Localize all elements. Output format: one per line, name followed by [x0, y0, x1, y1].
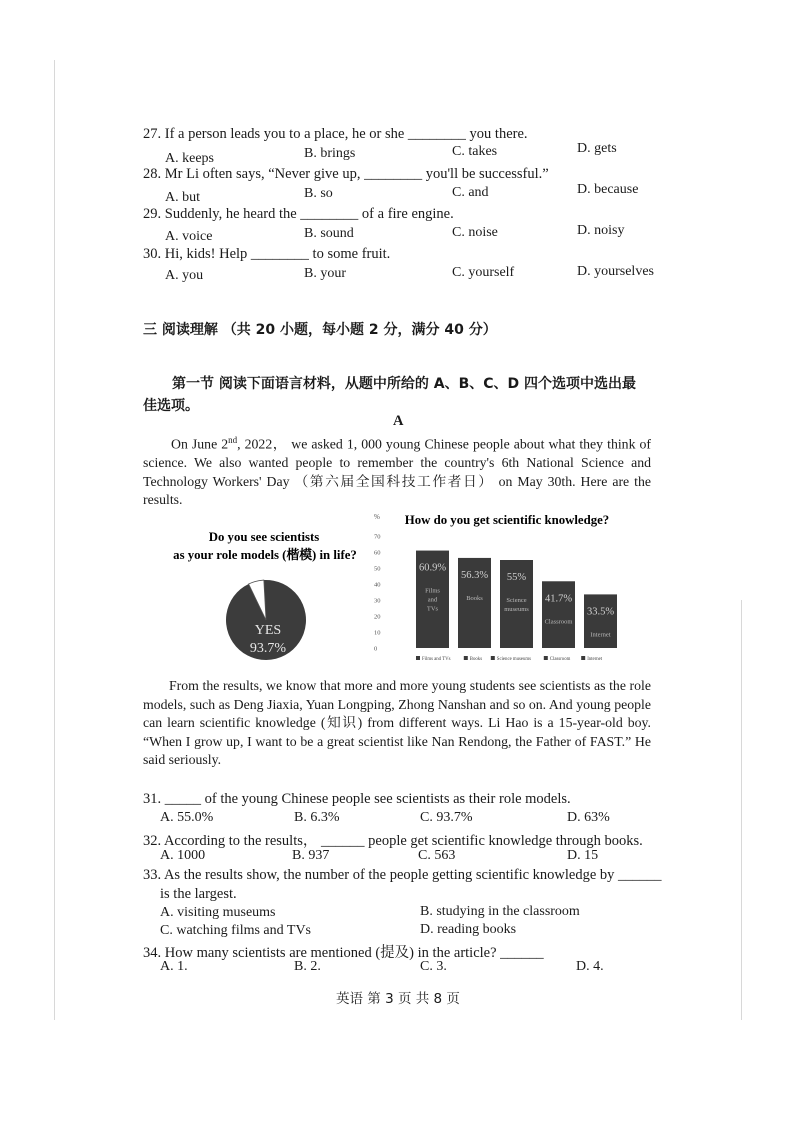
option-a: A. visiting museums [160, 905, 276, 920]
option-b: B. your [304, 266, 346, 281]
pie-chart [160, 522, 370, 672]
question-27 [143, 126, 528, 143]
legend-swatch [491, 656, 495, 660]
question-stem: Mr Li often says, “Never give up, ________ you'll be successful.” [164, 166, 549, 182]
question-28 [143, 166, 549, 183]
option-b: B. 937 [292, 848, 330, 863]
subsection-instruction-cont: 佳选项。 [143, 398, 199, 414]
y-axis-ticks [374, 534, 381, 653]
bar-chart [360, 508, 640, 668]
option-d: D. 4. [576, 959, 604, 974]
y-tick-label: 20 [374, 613, 381, 621]
question-number: 30. [143, 246, 162, 262]
pie-chart-title-line1: Do you see scientists [208, 530, 320, 544]
bar-category-label: Science [506, 597, 527, 604]
question-stem: Hi, kids! Help ________ to some fruit. [164, 246, 391, 262]
option-b: B. sound [304, 226, 354, 241]
option-a: A. you [165, 268, 204, 283]
bar [542, 581, 575, 648]
y-tick-label: 10 [374, 629, 381, 637]
bar-data-label: 55% [506, 572, 527, 583]
question-number: 29. [143, 206, 162, 222]
option-b: B. 6.3% [294, 810, 340, 825]
passage-body: From the results, we know that more and more young students see scientists as the role models, such as Deng Jiaxia, Yuan Longping, Zhong Nanshan and so on. And young people can learn scientific knowledge (知识) from different ways. Li Hao is a 15-year-old boy. “When I grow up, I want to be a great scientist like Nan Rendong, the Father of FAST.” He said seriously. [143, 678, 651, 768]
legend-label: Internet [587, 657, 603, 662]
option-d: D. 63% [567, 810, 610, 825]
bar-category-label: and [427, 596, 438, 604]
option-a: A. but [165, 190, 200, 205]
legend-swatch [416, 656, 420, 660]
passage-intro: On June 2nd, 2022， we asked 1, 000 young Chinese people about what they think of science. We also wanted people to remember the country's 6th National Science and Technology Workers' Day （第六届全国科技工作者日） on May 30th. Here are the results. [143, 435, 651, 508]
question-stem: Suddenly, he heard the ________ of a fire engine. [164, 206, 454, 222]
option-c: C. watching films and TVs [160, 923, 312, 938]
ordinal-suffix: nd [228, 435, 238, 445]
option-c: C. 3. [420, 959, 447, 974]
option-d: D. gets [577, 141, 617, 156]
question-30 [143, 246, 390, 263]
bar-category-label: Classroom [544, 618, 573, 626]
option-c: C. and [452, 185, 489, 200]
option-b: B. so [304, 186, 333, 201]
y-tick-label: 70 [374, 533, 381, 541]
bar-data-label: 33.5% [586, 606, 615, 618]
legend-swatch [581, 656, 585, 660]
question-number: 31. [143, 791, 162, 807]
question-number: 32. [143, 833, 162, 849]
option-b: B. brings [304, 146, 356, 161]
y-tick-label: 0 [374, 645, 378, 653]
question-29 [143, 206, 454, 223]
question-stem: If a person leads you to a place, he or she ________ you there. [164, 126, 528, 142]
scan-edge-left [54, 60, 55, 1020]
option-a: A. 55.0% [160, 810, 214, 825]
question-stem: How many scientists are mentioned (提及) in the article? ______ [164, 945, 544, 961]
bar-data-label: 60.9% [418, 562, 447, 574]
option-d: D. because [577, 182, 639, 197]
question-number: 28. [143, 166, 162, 182]
bar [584, 594, 617, 648]
bar-chart-title: How do you get scientific knowledge? [404, 513, 610, 527]
option-a: A. voice [165, 229, 213, 244]
option-d: D. yourselves [577, 264, 654, 279]
question-33-cont: is the largest. [160, 886, 237, 902]
question-number: 27. [143, 126, 162, 142]
bar-category-label: Internet [590, 631, 611, 639]
question-stem: _____ of the young Chinese people see scientists as their role models. [164, 791, 571, 807]
scan-edge-right [741, 600, 742, 1020]
option-c: C. takes [452, 144, 498, 159]
bar-category-label: museums [504, 606, 529, 613]
legend-label: Science museums [496, 657, 532, 662]
option-a: A. 1. [160, 959, 188, 974]
question-31 [143, 791, 571, 808]
question-stem: According to the results， ______ people get scientific knowledge through books. [163, 833, 643, 849]
legend-label: Books [469, 657, 483, 662]
option-c: C. 563 [418, 848, 456, 863]
subsection-instruction: 第一节 阅读下面语言材料，从题中所给的 A、B、C、D 四个选项中选出最 [172, 376, 637, 392]
bar-category-label: Films [425, 587, 440, 595]
pie-data-label: 93.7% [249, 641, 287, 656]
option-d: D. reading books [420, 922, 517, 937]
question-33 [143, 867, 662, 884]
bar-data-label: 56.3% [460, 569, 489, 581]
question-number: 33. [143, 867, 162, 883]
pie-chart-title-line2: as your role models (楷模) in life? [173, 548, 357, 562]
option-b: B. 2. [294, 959, 321, 974]
y-tick-label: 40 [374, 581, 381, 589]
bars [416, 551, 617, 648]
option-d: D. noisy [577, 223, 625, 238]
option-c: C. yourself [452, 265, 515, 280]
passage-letter: A [393, 413, 404, 429]
question-stem: As the results show, the number of the people getting scientific knowledge by ______ [163, 867, 662, 883]
option-c: C. 93.7% [420, 810, 473, 825]
option-a: A. keeps [165, 151, 214, 166]
section-heading: 三 阅读理解 （共 20 小题，每小题 2 分，满分 40 分） [143, 322, 497, 338]
y-tick-label: 60 [374, 549, 381, 557]
y-tick-label: 30 [374, 597, 381, 605]
legend-label: Classroom [549, 657, 571, 662]
legend [416, 656, 603, 662]
y-tick-label: 50 [374, 565, 381, 573]
option-c: C. noise [452, 225, 498, 240]
legend-swatch [544, 656, 548, 660]
page-footer: 英语 第 3 页 共 8 页 [336, 991, 460, 1007]
legend-swatch [464, 656, 468, 660]
legend-label: Films and TVs [422, 657, 451, 662]
option-b: B. studying in the classroom [420, 904, 580, 919]
bar-category-label: TVs [426, 605, 439, 613]
bar-data-label: 41.7% [544, 593, 573, 605]
pie-data-label: YES [254, 623, 282, 638]
question-32 [143, 829, 643, 850]
question-number: 34. [143, 945, 162, 961]
option-a: A. 1000 [160, 848, 206, 863]
option-d: D. 15 [567, 848, 599, 863]
bar-category-label: Books [466, 594, 483, 602]
bar-chart-ylabel: % [374, 513, 380, 521]
question-34 [143, 941, 544, 962]
